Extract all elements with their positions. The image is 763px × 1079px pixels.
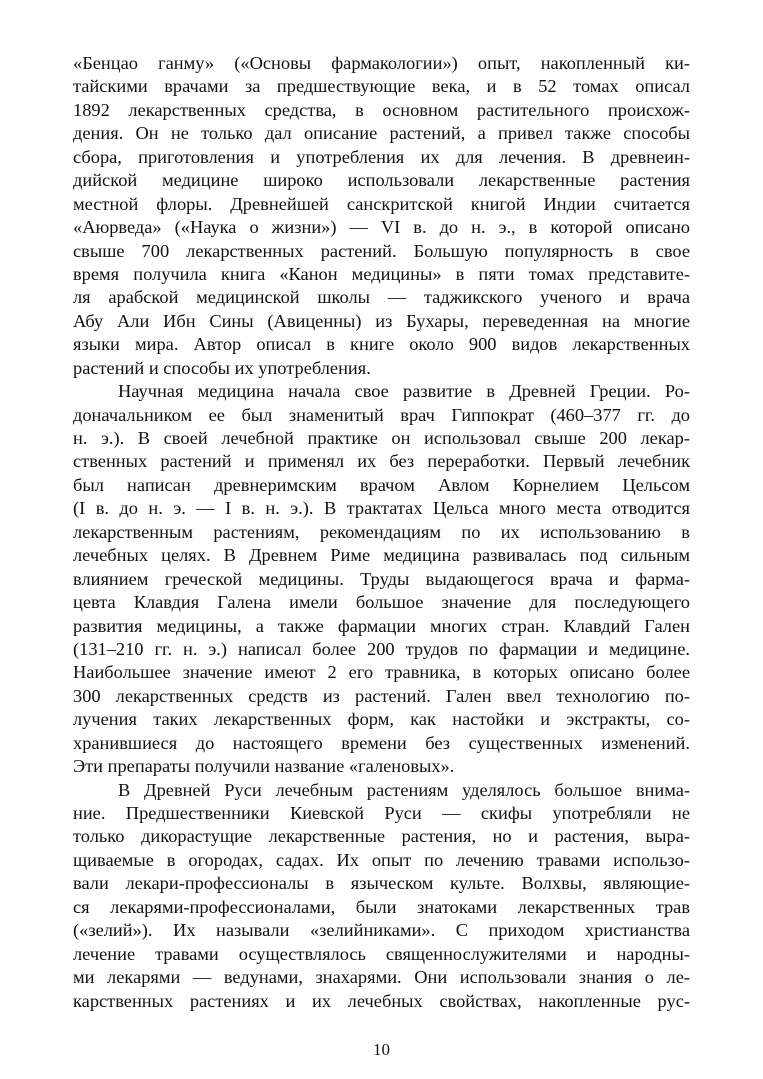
- text-line: щиваемые в огородах, садах. Их опыт по лечению травами использо-: [73, 849, 690, 870]
- text-line: хранившиеся до настоящего времени без существенных изменений.: [73, 732, 690, 753]
- text-line: В Древней Руси лечебным растениям уделялось большое внима-: [118, 779, 690, 800]
- text-line: вали лекари-профессионалы в языческом культе. Волхвы, являющие-: [73, 873, 690, 894]
- text-line: свыше 700 лекарственных растений. Большую популярность в свое: [73, 240, 690, 261]
- text-line: Научная медицина начала свое развитие в Древней Греции. Ро-: [118, 381, 690, 402]
- text-line: развития медицины, а также фармации многих стран. Клавдий Гален: [73, 615, 690, 636]
- text-line: («зелий»). Их называли «зелийниками». С приходом христианства: [73, 920, 690, 941]
- text-line: Наибольшее значение имеют 2 его травника, в которых описано более: [73, 662, 690, 683]
- text-line: 1892 лекарственных средства, в основном растительного происхож-: [73, 99, 690, 120]
- text-line: влиянием греческой медицины. Труды выдающегося врача и фарма-: [73, 568, 690, 589]
- text-line: только дикорастущие лекарственные растения, но и растения, выра-: [73, 826, 690, 847]
- text-line: карственных растениях и их лечебных свойствах, накопленные рус-: [73, 990, 690, 1011]
- text-line: местной флоры. Древнейшей санскритской книгой Индии считается: [73, 193, 690, 214]
- text-line: Абу Али Ибн Сины (Авиценны) из Бухары, переведенная на многие: [73, 310, 690, 331]
- text-line: н. э.). В своей лечебной практике он использовал свыше 200 лекар-: [73, 428, 690, 448]
- text-line: ственных растений и применял их без переработки. Первый лечебник: [73, 451, 690, 472]
- text-line: языки мира. Автор описал в книге около 900 видов лекарственных: [73, 334, 690, 355]
- text-line: «Аюрведа» («Наука о жизни») — VI в. до н. э., в которой описано: [73, 217, 690, 238]
- body-text: [73, 52, 690, 1013]
- text-line: время получила книга «Канон медицины» в пяти томах представите-: [73, 263, 690, 284]
- text-line: лучения таких лекарственных форм, как настойки и экстракты, со-: [73, 709, 690, 730]
- page-number: 10: [373, 1040, 390, 1059]
- text-line: ля арабской медицинской школы — таджикского ученого и врача: [73, 287, 690, 308]
- text-line: «Бенцао ганму» («Основы фармакологии») опыт, накопленный ки-: [73, 53, 690, 73]
- text-line: лекарственным растениям, рекомендациям по их использованию в: [73, 521, 690, 542]
- text-line: Эти препараты получили название «галеновых».: [73, 756, 455, 777]
- text-line: 300 лекарственных средств из растений. Гален ввел технологию по-: [73, 685, 690, 706]
- text-line: ся лекарями-профессионалами, были знатоками лекарственных трав: [73, 896, 690, 917]
- text-line: был написан древнеримским врачом Авлом Корнелием Цельсом: [73, 474, 690, 495]
- text-line: ми лекарями — ведунами, знахарями. Они использовали знания о ле-: [73, 967, 690, 988]
- text-line: (I в. до н. э. — I в. н. э.). В трактатах Цельса много места отводится: [73, 498, 690, 519]
- text-line: доначальником ее был знаменитый врач Гиппократ (460–377 гг. до: [73, 404, 690, 425]
- text-line: дения. Он не только дал описание растений, а привел также способы: [73, 123, 690, 144]
- text-line: ние. Предшественники Киевской Руси — скифы употребляли не: [73, 803, 690, 823]
- text-line: сбора, приготовления и употребления их для лечения. В древнеин-: [73, 146, 690, 167]
- text-line: лечебных целях. В Древнем Риме медицина развивалась под сильным: [73, 545, 690, 566]
- text-line: тайскими врачами за предшествующие века, и в 52 томах описал: [73, 76, 690, 97]
- text-line: (131–210 гг. н. э.) написал более 200 трудов по фармации и медицине.: [73, 638, 690, 659]
- text-line: дийской медицине широко использовали лекарственные растения: [73, 170, 690, 191]
- text-line: растений и способы их употребления.: [73, 357, 371, 378]
- text-line: лечение травами осуществлялось священнослужителями и народны-: [73, 943, 690, 964]
- text-line: цевта Клавдия Галена имели большое значение для последующего: [73, 592, 690, 613]
